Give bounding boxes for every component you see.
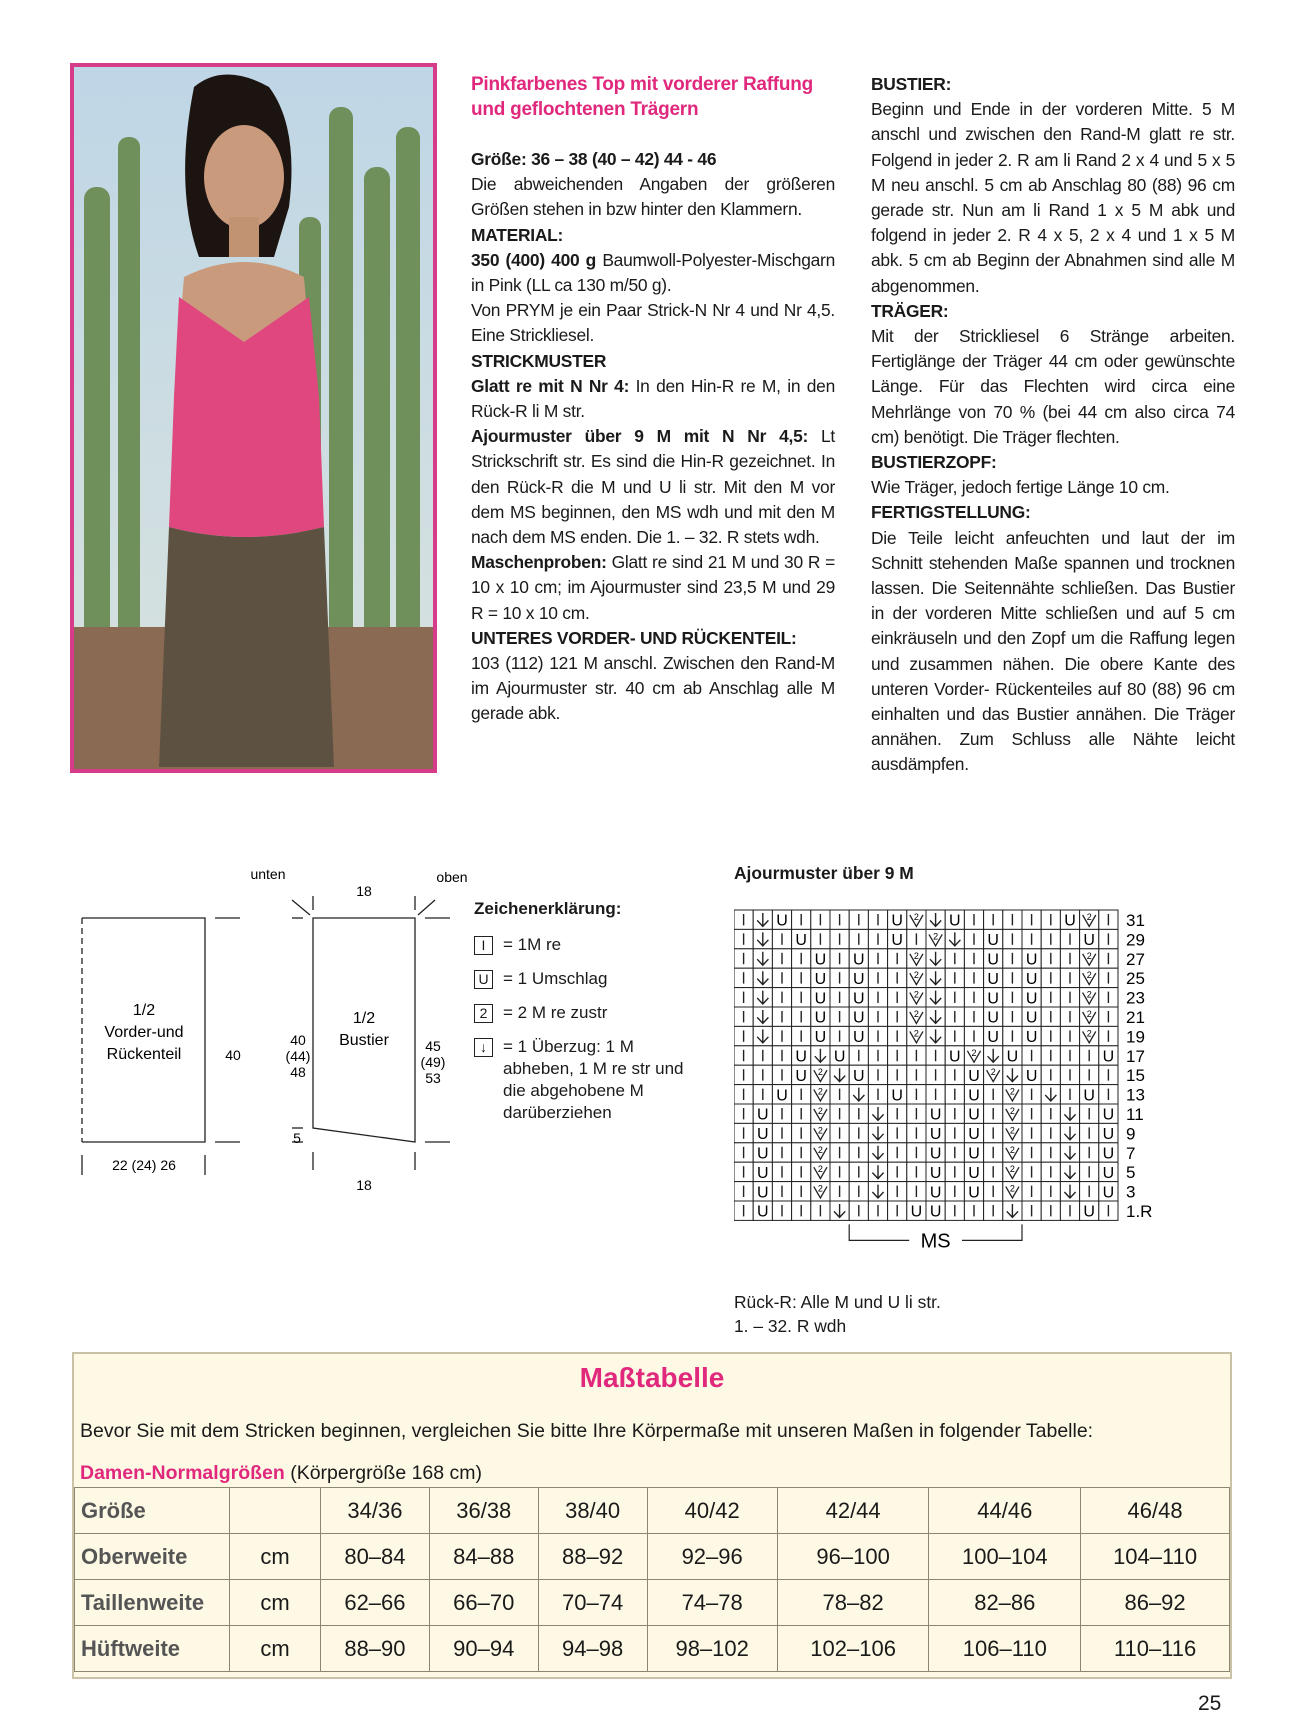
chart-note bbox=[734, 1290, 941, 1338]
yarn-over-mark: U bbox=[833, 1048, 846, 1066]
yarn-over-mark: U bbox=[853, 1067, 865, 1085]
material-paragraph bbox=[471, 248, 835, 298]
table-row bbox=[75, 1580, 1230, 1626]
size-table bbox=[74, 1487, 1230, 1672]
yarn-over-mark: U bbox=[1102, 1106, 1115, 1124]
table-cell: 44/46 bbox=[929, 1488, 1081, 1534]
table-cell: 90–94 bbox=[429, 1626, 538, 1672]
yarn-over-mark: U bbox=[987, 1029, 999, 1047]
glatt-label: Glatt re mit N Nr 4: bbox=[471, 375, 630, 396]
k2tog-digit: 2 bbox=[990, 1067, 996, 1078]
k2tog-digit: 2 bbox=[1009, 1144, 1015, 1155]
legend-item bbox=[474, 1036, 704, 1124]
table-cell: 70–74 bbox=[538, 1580, 647, 1626]
chart-note-2: 1. – 32. R wdh bbox=[734, 1316, 847, 1336]
k2tog-digit: 2 bbox=[913, 1028, 919, 1039]
row-number-label: 27 bbox=[1126, 949, 1145, 969]
skp-symbol-icon: ↓ bbox=[474, 1038, 493, 1057]
material-yarn: Baumwoll-Polyester-Mischgarn in Pink (LL ca 130 m/50 g). bbox=[471, 249, 836, 296]
label-oben: oben bbox=[436, 869, 468, 885]
model-photo bbox=[70, 63, 437, 773]
k2tog-digit: 2 bbox=[817, 1067, 823, 1078]
material-heading: MATERIAL: bbox=[471, 224, 564, 245]
size-heading: Größe: 36 – 38 (40 – 42) 44 - 46 bbox=[471, 149, 717, 169]
k2tog-digit: 2 bbox=[817, 1086, 823, 1097]
yarn-over-mark: U bbox=[968, 1106, 980, 1124]
yarn-over-mark: U bbox=[968, 1145, 980, 1163]
yarn-over-mark: U bbox=[1083, 1087, 1095, 1105]
piece2-label-1: 1/2 bbox=[352, 1010, 376, 1027]
yarn-over-mark: U bbox=[757, 1126, 769, 1144]
yarn-over-mark: U bbox=[814, 1029, 827, 1047]
yarn-over-mark: U bbox=[1083, 1203, 1095, 1221]
legend-item bbox=[474, 934, 704, 956]
yarn-over-mark: U bbox=[987, 970, 999, 988]
k2tog-digit: 2 bbox=[1086, 1009, 1092, 1019]
table-cell: 82–86 bbox=[929, 1580, 1081, 1626]
knit-symbol-icon: I bbox=[474, 936, 493, 955]
k2tog-digit: 2 bbox=[1086, 970, 1092, 981]
k2tog-digit: 2 bbox=[1009, 1183, 1015, 1194]
yarn-over-mark: U bbox=[1025, 1029, 1038, 1047]
glatt-text: In den Hin-R re M, in den Rück-R li M str. bbox=[471, 375, 835, 422]
yarn-over-mark: U bbox=[795, 932, 807, 950]
unteres-heading: UNTERES VORDER- UND RÜCKENTEIL: bbox=[471, 627, 797, 648]
yarn-over-mark: U bbox=[757, 1184, 769, 1202]
piece1-label-3: Rückenteil bbox=[106, 1046, 182, 1063]
k2tog-digit: 2 bbox=[817, 1183, 823, 1194]
table-cell: 46/48 bbox=[1081, 1488, 1230, 1534]
yarn-over-mark: U bbox=[929, 1164, 942, 1182]
size-table-title: Maßtabelle bbox=[579, 1362, 725, 1393]
yarn-over-mark: U bbox=[1102, 1164, 1115, 1182]
proben-label: Maschenproben: bbox=[471, 552, 607, 573]
body-height: (Körpergröße 168 cm) bbox=[284, 1462, 483, 1484]
piece2-left-c: 48 bbox=[290, 1064, 306, 1080]
table-row bbox=[75, 1488, 1230, 1534]
k2tog-digit: 2 bbox=[1009, 1086, 1015, 1097]
k2tog-digit: 2 bbox=[1009, 1106, 1015, 1116]
table-cell: 84–88 bbox=[429, 1534, 538, 1580]
page-number: 25 bbox=[1198, 1692, 1222, 1715]
yarn-over-mark: U bbox=[987, 1009, 999, 1027]
table-cell: 34/36 bbox=[321, 1488, 430, 1534]
size-table-box bbox=[72, 1352, 1232, 1679]
traeger-text: Mit der Strickliesel 6 Stränge arbeiten. Fertiglänge der Träger 44 cm oder gewünschte Länge. Für das Flechten wird circa eine Mehrlänge von 70 % (bei 44 cm also circa 74 cm) benötigt. Die Träger flechten. bbox=[871, 326, 1235, 447]
yarn-over-mark: U bbox=[1064, 912, 1076, 930]
yarn-over-mark: U bbox=[968, 1184, 980, 1202]
yarn-over-mark: U bbox=[987, 932, 999, 950]
table-cell: 36/38 bbox=[429, 1488, 538, 1534]
yarn-over-mark: U bbox=[1025, 970, 1038, 988]
piece2-left-b: (44) bbox=[285, 1048, 311, 1064]
piece2-right-a: 45 bbox=[425, 1038, 441, 1054]
legend-text: = 2 M re zustr bbox=[503, 1003, 608, 1022]
piece2-bottom-width: 18 bbox=[356, 1177, 372, 1190]
row-unit: cm bbox=[230, 1534, 321, 1580]
size-table-intro: Bevor Sie mit dem Stricken beginnen, vergleichen Sie bitte Ihre Körpermaße mit unseren Maßen in folgender Tabelle: bbox=[80, 1420, 1094, 1442]
k2tog-digit: 2 bbox=[817, 1144, 823, 1155]
piece2-offset: 5 bbox=[293, 1130, 301, 1146]
table-cell: 40/42 bbox=[647, 1488, 777, 1534]
yarn-over-mark: U bbox=[757, 1203, 769, 1221]
yarn-over-mark: U bbox=[968, 1164, 980, 1182]
row-label: Oberweite bbox=[75, 1534, 230, 1580]
table-cell: 88–92 bbox=[538, 1534, 647, 1580]
yarn-over-mark: U bbox=[776, 1087, 788, 1105]
row-number-label: 1.R bbox=[1126, 1202, 1153, 1221]
table-cell: 78–82 bbox=[777, 1580, 929, 1626]
yarn-over-mark: U bbox=[891, 912, 903, 930]
row-number-label: 29 bbox=[1126, 930, 1145, 950]
piece2-left-a: 40 bbox=[290, 1032, 306, 1048]
yarn-over-mark: U bbox=[757, 1106, 769, 1124]
row-number-label: 3 bbox=[1126, 1182, 1136, 1202]
k2tog-digit: 2 bbox=[1086, 912, 1092, 922]
yarn-over-mark: U bbox=[949, 912, 961, 930]
table-row bbox=[75, 1534, 1230, 1580]
yarn-over-mark: U bbox=[853, 1029, 865, 1047]
row-number-label: 23 bbox=[1126, 988, 1145, 1008]
k2tog-digit: 2 bbox=[1009, 1164, 1015, 1175]
legend-item bbox=[474, 968, 704, 990]
row-unit: cm bbox=[230, 1626, 321, 1672]
row-number-label: 17 bbox=[1126, 1046, 1145, 1066]
yarn-over-mark: U bbox=[814, 990, 827, 1008]
symbol-legend bbox=[474, 898, 704, 1136]
k2tog-digit: 2 bbox=[913, 912, 919, 922]
yarn-over-mark: U bbox=[1025, 1067, 1038, 1085]
table-cell: 106–110 bbox=[929, 1626, 1081, 1672]
piece2-right-c: 53 bbox=[425, 1070, 441, 1086]
yarn-over-mark: U bbox=[853, 970, 865, 988]
k2tog-digit: 2 bbox=[913, 950, 919, 961]
chart-grid bbox=[734, 910, 1118, 1221]
table-cell: 74–78 bbox=[647, 1580, 777, 1626]
piece2-label-2: Bustier bbox=[339, 1032, 389, 1049]
row-number-label: 31 bbox=[1126, 911, 1145, 930]
table-cell: 42/44 bbox=[777, 1488, 929, 1534]
size-text: Die abweichenden Angaben der größeren Größen stehen in bzw hinter den Klammern. bbox=[471, 174, 835, 220]
yarn-over-mark: U bbox=[929, 1106, 942, 1124]
row-unit: cm bbox=[230, 1580, 321, 1626]
legend-title: Zeichenerklärung: bbox=[474, 899, 622, 918]
yarn-over-mark: U bbox=[1102, 1126, 1115, 1144]
legend-text: = 1M re bbox=[503, 935, 562, 954]
k2tog-digit: 2 bbox=[817, 1164, 823, 1175]
row-number-label: 15 bbox=[1126, 1066, 1145, 1086]
yarn-over-mark: U bbox=[987, 990, 999, 1008]
row-unit bbox=[230, 1488, 321, 1534]
yarn-over-mark: U bbox=[795, 1067, 807, 1085]
yarn-over-mark: U bbox=[929, 1126, 942, 1144]
bustier-heading: BUSTIER: bbox=[871, 74, 952, 94]
row-number-label: 25 bbox=[1126, 969, 1145, 989]
label-unten: unten bbox=[250, 866, 286, 882]
row-label: Taillenweite bbox=[75, 1580, 230, 1626]
yarn-over-mark: U bbox=[814, 951, 827, 969]
yarn-over-mark: U bbox=[891, 1087, 903, 1105]
yarn-over-mark: U bbox=[853, 951, 865, 969]
k2tog-digit: 2 bbox=[913, 989, 919, 1000]
pattern-schematic bbox=[70, 860, 490, 1190]
table-cell: 104–110 bbox=[1081, 1534, 1230, 1580]
traeger-heading: TRÄGER: bbox=[871, 300, 949, 321]
row-number-label: 11 bbox=[1126, 1105, 1144, 1124]
yarn-over-mark: U bbox=[853, 1009, 865, 1027]
chart-note-1: Rück-R: Alle M und U li str. bbox=[734, 1292, 941, 1312]
knitting-chart bbox=[734, 900, 1224, 1290]
strickmuster-heading: STRICKMUSTER bbox=[471, 350, 607, 371]
legend-text: = 1 Überzug: 1 M abheben, 1 M re str und die abgehobene M darüberziehen bbox=[503, 1037, 684, 1122]
row-number-label: 19 bbox=[1126, 1027, 1145, 1047]
piece1-width: 22 (24) 26 bbox=[112, 1157, 176, 1173]
table-cell: 62–66 bbox=[321, 1580, 430, 1626]
yarn-over-mark: U bbox=[949, 1048, 961, 1066]
piece1-label-2: Vorder-und bbox=[104, 1024, 184, 1041]
row-number-label: 7 bbox=[1126, 1143, 1136, 1163]
k2tog-digit: 2 bbox=[933, 931, 939, 942]
unteres-text: 103 (112) 121 M anschl. Zwischen den Rand-M im Ajourmuster str. 40 cm ab Anschlag alle M gerade abk. bbox=[471, 653, 835, 724]
text-column-right bbox=[871, 72, 1235, 778]
k2tog-digit: 2 bbox=[1086, 989, 1092, 1000]
k2tog-digit: 2 bbox=[1009, 1125, 1015, 1136]
ajour-paragraph bbox=[471, 424, 835, 550]
ajour-text: Lt Strickschrift str. Es sind die Hin-R gezeichnet. In den Rück-R die M und U li str. Mit den M vor dem MS beginnen, den MS wdh und mit den M nach dem MS enden. Die 1. – 32. R stets wdh. bbox=[471, 426, 835, 548]
table-cell: 96–100 bbox=[777, 1534, 929, 1580]
article-title: Pinkfarbenes Top mit vorderer Raffung und geflochtenen Trägern bbox=[471, 74, 813, 120]
fertig-heading: FERTIGSTELLUNG: bbox=[871, 502, 1031, 523]
yarn-over-mark: U bbox=[929, 1184, 942, 1202]
row-label: Hüftweite bbox=[75, 1626, 230, 1672]
zopf-text: Wie Träger, jedoch fertige Länge 10 cm. bbox=[871, 477, 1170, 498]
table-cell: 66–70 bbox=[429, 1580, 538, 1626]
yarn-over-mark: U bbox=[853, 990, 865, 1008]
table-cell: 88–90 bbox=[321, 1626, 430, 1672]
yarn-over-mark: U bbox=[968, 1126, 980, 1144]
yarn-over-mark: U bbox=[891, 932, 903, 950]
row-number-label: 9 bbox=[1126, 1124, 1136, 1144]
fertig-text: Die Teile leicht anfeuchten und laut der im Schnitt stehenden Maße spannen und trocknen lassen. Die Seitennähte schließen. Das Bustier in der vorderen Mitte schließen und auf 5 cm einkräuseln und den Zopf um die Raffung legen und zusammen nähen. Die obere Kante des unteren Vorder- Rückenteiles auf 80 (88) 96 cm einhalten und das Bustier annähen. Die Träger annähen. Zum Schluss alle Nähte leicht ausdämpfen. bbox=[871, 527, 1235, 775]
k2tog-digit: 2 bbox=[1086, 1028, 1092, 1039]
k2tog-digit: 2 bbox=[817, 1125, 823, 1136]
yarn-over-mark: U bbox=[795, 1048, 807, 1066]
table-cell: 92–96 bbox=[647, 1534, 777, 1580]
k2tog-digit: 2 bbox=[913, 1009, 919, 1019]
piece1-label-1: 1/2 bbox=[132, 1002, 156, 1019]
ms-label: MS bbox=[920, 1230, 951, 1253]
table-cell: 38/40 bbox=[538, 1488, 647, 1534]
k2tog-digit: 2 bbox=[913, 970, 919, 981]
zopf-heading: BUSTIERZOPF: bbox=[871, 452, 997, 473]
row-label: Größe bbox=[75, 1488, 230, 1534]
yarn-over-mark: U bbox=[968, 1087, 980, 1105]
table-cell: 80–84 bbox=[321, 1534, 430, 1580]
yarn-over-mark: U bbox=[1006, 1048, 1019, 1066]
chart-title: Ajourmuster über 9 M bbox=[734, 863, 914, 883]
yarn-over-mark: U bbox=[1025, 990, 1038, 1008]
table-cell: 94–98 bbox=[538, 1626, 647, 1672]
yarn-over-mark: U bbox=[910, 1203, 923, 1221]
yarn-over-mark: U bbox=[1102, 1184, 1115, 1202]
yarn-over-mark: U bbox=[1025, 1009, 1038, 1027]
proben-text: Glatt re sind 21 M und 30 R = 10 x 10 cm; im Ajourmuster sind 23,5 M und 29 R = 10 x 10 cm. bbox=[471, 552, 835, 623]
k2tog-symbol-icon: 2 bbox=[474, 1004, 493, 1023]
yarn-over-symbol-icon: U bbox=[474, 970, 493, 989]
table-cell: 98–102 bbox=[647, 1626, 777, 1672]
yarn-over-mark: U bbox=[814, 970, 827, 988]
table-cell: 100–104 bbox=[929, 1534, 1081, 1580]
piece1-height: 40 bbox=[225, 1047, 241, 1063]
yarn-over-mark: U bbox=[757, 1164, 769, 1182]
text-column-left bbox=[471, 72, 835, 727]
row-number-label: 5 bbox=[1126, 1163, 1136, 1183]
k2tog-digit: 2 bbox=[817, 1106, 823, 1116]
table-cell: 110–116 bbox=[1081, 1626, 1230, 1672]
yarn-over-mark: U bbox=[814, 1009, 827, 1027]
legend-text: = 1 Umschlag bbox=[503, 969, 608, 988]
yarn-over-mark: U bbox=[1025, 951, 1038, 969]
piece2-right-b: (49) bbox=[420, 1054, 446, 1070]
yarn-over-mark: U bbox=[929, 1203, 942, 1221]
yarn-over-mark: U bbox=[1102, 1048, 1115, 1066]
piece2-top-width: 18 bbox=[356, 883, 372, 899]
glatt-paragraph bbox=[471, 374, 835, 424]
yarn-over-mark: U bbox=[1083, 932, 1095, 950]
table-row bbox=[75, 1626, 1230, 1672]
yarn-over-mark: U bbox=[968, 1067, 980, 1085]
yarn-over-mark: U bbox=[757, 1145, 769, 1163]
table-cell: 102–106 bbox=[777, 1626, 929, 1672]
yarn-over-mark: U bbox=[929, 1145, 942, 1163]
proben-paragraph bbox=[471, 550, 835, 626]
yarn-over-mark: U bbox=[987, 951, 999, 969]
k2tog-digit: 2 bbox=[971, 1047, 977, 1058]
row-number-label: 13 bbox=[1126, 1085, 1145, 1105]
yarn-over-mark: U bbox=[1102, 1145, 1115, 1163]
row-number-label: 21 bbox=[1126, 1008, 1145, 1027]
table-cell: 86–92 bbox=[1081, 1580, 1230, 1626]
k2tog-digit: 2 bbox=[1086, 950, 1092, 961]
ajour-label: Ajourmuster über 9 M mit N Nr 4,5: bbox=[471, 426, 809, 447]
bustier-text: Beginn und Ende in der vorderen Mitte. 5 M anschl und zwischen den Rand-M glatt re str. Folgend in jeder 2. R am li Rand 2 x 4 und 5 x 5 M neu anschl. 5 cm ab Anschlag 80 (88) 96 cm gerade str. Nun am li Rand 1 x 5 M abk und folgend in jeder 2. R 4 x 5, 2 x 4 und 1 x 5 M abk. 5 cm ab Beginn der Abnahmen sind alle M abgenommen. bbox=[871, 99, 1235, 296]
size-category: Damen-Normalgrößen bbox=[80, 1462, 285, 1484]
legend-item bbox=[474, 1002, 704, 1024]
material-amount: 350 (400) 400 g bbox=[471, 249, 597, 270]
material-needles: Von PRYM je ein Paar Strick-N Nr 4 und Nr 4,5. Eine Strickliesel. bbox=[471, 300, 835, 346]
yarn-over-mark: U bbox=[776, 912, 788, 930]
